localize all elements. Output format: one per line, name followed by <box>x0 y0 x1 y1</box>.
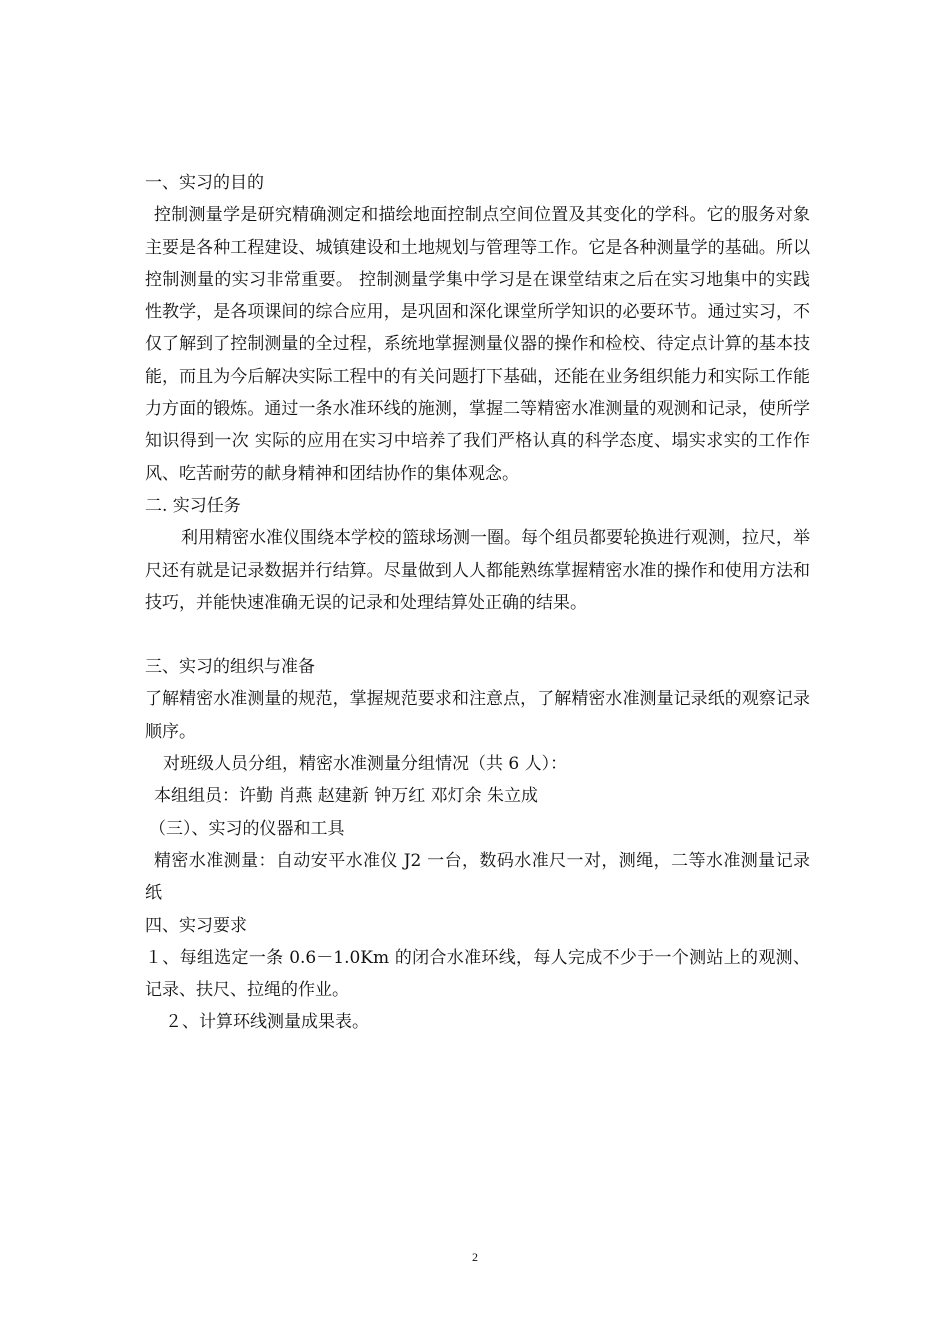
section3-members: 本组组员：许勤 肖燕 赵建新 钟万红 邓灯余 朱立成 <box>154 786 539 807</box>
blank-line <box>145 619 810 651</box>
section1-heading: 一、实习的目的 <box>145 173 264 193</box>
section3-body: 了解精密水准测量的规范，掌握规范要求和注意点，了解精密水准测量记录纸的观察记录顺序。 <box>145 689 810 742</box>
section4-item1: １、每组选定一条 0.6－1.0Km 的闭合水准环线，每人完成不少于一个测站上的观测、记录、扶尺、拉绳的作业。 <box>145 947 810 1001</box>
section4-item2: ２、计算环线测量成果表。 <box>165 1012 369 1033</box>
section4-heading: 四、实习要求 <box>145 915 247 936</box>
page-number: 2 <box>472 1250 478 1264</box>
section2-heading: 二. 实习任务 <box>145 495 241 516</box>
section3-grouping: 对班级人员分组，精密水准测量分组情况（共 6 人）： <box>163 754 568 775</box>
section3-instruments-heading: （三）、实习的仪器和工具 <box>149 818 345 839</box>
section1-body: 控制测量学是研究精确测定和描绘地面控制点空间位置及其变化的学科。它的服务对象主要是各种工程建设、城镇建设和土地规划与管理等工作。它是各种测量学的基础。所以控制测量的实习非常重要。 控制测量学集中学习是在课堂结束之后在实习地集中的实践性教学，是各项课间的综合应用，是巩固和深化课堂所学知识的必要环节。通过实习，不仅了解到了控制测量的全过程，系统地掌握测量仪器的操作和检校、待定点计算的基本技能，而且为今后解决实际工程中的有关问题打下基础，还能在业务组织能力和实际工作能力方面的锻炼。通过一条水准环线的施测，掌握二等精密水准测量的观测和记录，使所学知识得到一次 实际的应用在实习中培养了我们严格认真的科学态度、塌实求实的工作作风、吃苦耐劳的献身精神和团结协作的集体观念。 <box>145 205 810 484</box>
document-body <box>145 167 810 1039</box>
section3-instruments: 精密水准测量：自动安平水准仪 J2 一台，数码水准尺一对，测绳，二等水准测量记录纸 <box>145 850 810 904</box>
section2-body: 利用精密水准仪围绕本学校的篮球场测一圈。每个组员都要轮换进行观测，拉尺，举尺还有就是记录数据并行结算。尽量做到人人都能熟练掌握精密水准的操作和使用方法和技巧，并能快速准确无误的记录和处理结算处正确的结果。 <box>145 528 810 613</box>
section3-heading: 三、实习的组织与准备 <box>145 657 315 678</box>
